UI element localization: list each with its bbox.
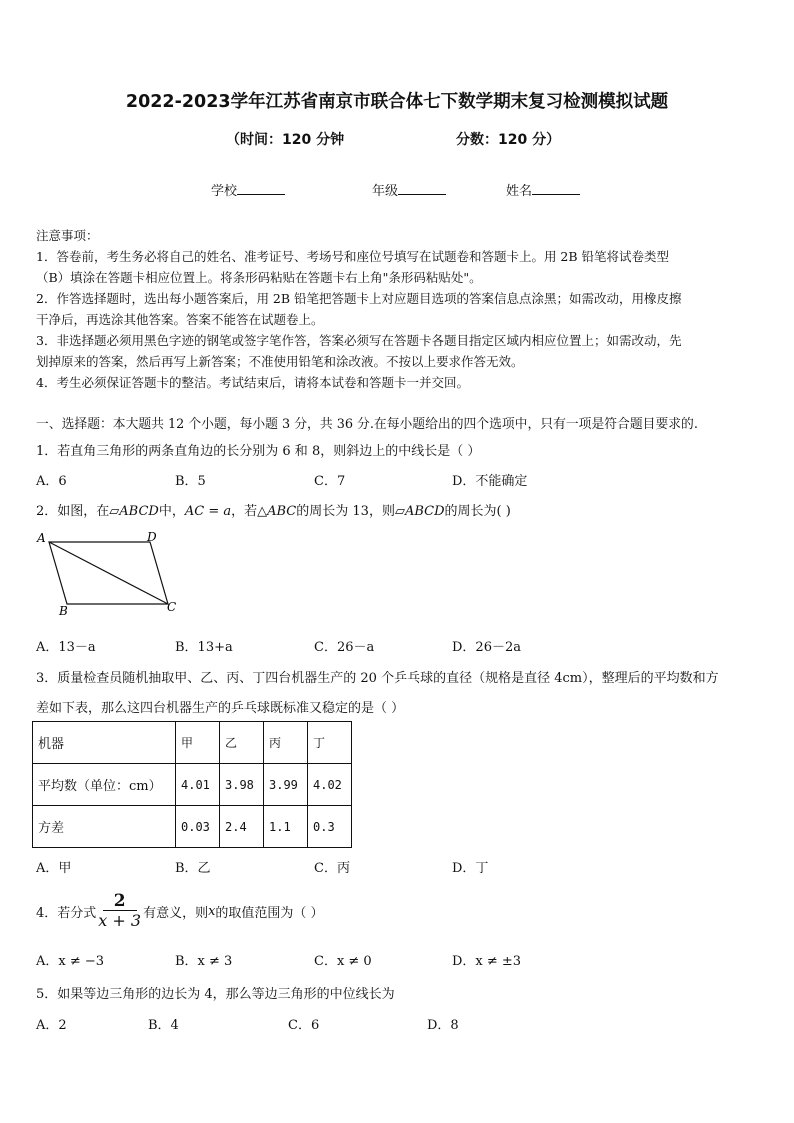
q5-option-a: A．2: [36, 1018, 67, 1033]
q2-option-b: B．13+a: [175, 640, 233, 655]
name-blank: [532, 182, 580, 195]
q2-text-b: 中，: [158, 504, 185, 519]
q1-option-c: C．7: [314, 474, 346, 489]
q4-text-b: 有意义，则: [143, 905, 209, 921]
grade-label: 年级: [372, 184, 399, 199]
table-cell: 4.01: [176, 764, 220, 806]
fraction-numerator: 2: [113, 890, 126, 911]
question-2-stem: [36, 500, 511, 519]
q2-condition: AC = a: [184, 504, 232, 519]
diagonal-ac: [49, 542, 168, 604]
question-3-stem-line-2: 差如下表，那么这四台机器生产的乒乓球既标准又稳定的是（ ）: [36, 701, 405, 716]
q2-text-a: 2．如图，在: [36, 504, 110, 519]
q5-option-c: C．6: [288, 1018, 320, 1033]
section-heading: 一、选择题：本大题共 12 个小题，每小题 3 分，共 36 分.在每小题给出的四个选项中，只有一项是符合题目要求的.: [36, 417, 698, 432]
vertex-label-d: D: [147, 530, 157, 544]
note-line: 3．非选择题必须用黑色字迹的钢笔或签字笔作答，答案必须写在答题卡各题目指定区域内相应位置上；如需改动，先: [36, 333, 682, 348]
question-1-stem: 1．若直角三角形的两条直角边的长分别为 6 和 8，则斜边上的中线长是（ ）: [36, 444, 481, 459]
q3-option-a: A．甲: [36, 861, 72, 876]
q1-option-d: D．不能确定: [452, 474, 528, 489]
table-cell: 3.98: [220, 764, 264, 806]
vertex-label-b: B: [59, 604, 68, 618]
q4-text-a: 4．若分式: [36, 905, 97, 921]
table-header-cell: 机器: [33, 722, 176, 764]
grade-field: [372, 180, 446, 199]
question-3-stem-line-1: 3．质量检查员随机抽取甲、乙、丙、丁四台机器生产的 20 个乒乓球的直径（规格是直径 4cm），整理后的平均数和方: [36, 671, 719, 686]
q1-option-b: B．5: [175, 474, 206, 489]
q4-option-c: C．x ≠ 0: [314, 954, 372, 969]
q4-text-c: 的取值范围为（ ）: [215, 905, 324, 921]
table-cell: 方差: [33, 806, 176, 848]
question-5-stem: 5．如果等边三角形的边长为 4，那么等边三角形的中位线长为: [36, 987, 395, 1002]
q2-text-c: ，若: [231, 504, 258, 519]
q3-option-b: B．乙: [175, 861, 211, 876]
page-title: 2022-2023学年江苏省南京市联合体七下数学期末复习检测模拟试题: [125, 92, 669, 112]
table-header-cell: 甲: [176, 722, 220, 764]
note-line: 2．作答选择题时，选出每小题答案后，用 2B 铅笔把答题卡上对应题目选项的答案信息点涂黑；如需改动，用橡皮擦: [36, 291, 682, 306]
q4-variable: x: [208, 903, 216, 919]
note-line: 划掉原来的答案，然后再写上新答案；不准使用铅笔和涂改液。不按以上要求作答无效。: [36, 354, 524, 369]
school-label: 学校: [211, 184, 238, 199]
q4-fraction: [98, 892, 141, 931]
table-cell: 平均数（单位：cm）: [33, 764, 176, 806]
q4-option-b: B．x ≠ 3: [175, 954, 233, 969]
notes-heading: 注意事项：: [36, 228, 99, 243]
table-row: [33, 764, 352, 806]
q4-option-a: A．x ≠ −3: [36, 954, 105, 969]
q2-triangle: △ABC: [257, 504, 297, 519]
q2-option-c: C．26－a: [314, 640, 375, 655]
q4-option-d: D．x ≠ ±3: [452, 954, 522, 969]
table-cell: 0.3: [308, 806, 352, 848]
q2-text-e: 的周长为( ): [444, 504, 511, 519]
q3-option-c: C．丙: [314, 861, 350, 876]
school-field: [211, 180, 285, 199]
question-4-stem: [36, 888, 324, 934]
q5-option-b: B．4: [148, 1018, 179, 1033]
table-cell: 2.4: [220, 806, 264, 848]
q2-text-d: 的周长为 13，则: [296, 504, 395, 519]
grade-blank: [398, 182, 446, 195]
note-line: （B）填涂在答题卡相应位置上。将条形码粘贴在答题卡右上角"条形码粘贴处"。: [36, 270, 482, 285]
q1-option-a: A．6: [36, 474, 67, 489]
table-header-row: [33, 722, 352, 764]
note-line: 干净后，再选涂其他答案。答案不能答在试题卷上。: [36, 312, 324, 327]
exam-time: （时间：120 分钟: [226, 132, 345, 148]
table-header-cell: 乙: [220, 722, 264, 764]
q3-data-table: [32, 721, 352, 848]
note-line: 4．考生必须保证答题卡的整洁。考试结束后，请将本试卷和答题卡一并交回。: [36, 375, 469, 390]
table-cell: 3.99: [264, 764, 308, 806]
vertex-label-c: C: [167, 600, 177, 614]
q2-parallelogram-figure: [30, 528, 190, 620]
q2-option-d: D．26－2a: [452, 640, 521, 655]
fraction-denominator: x + 3: [98, 910, 142, 930]
table-cell: 4.02: [308, 764, 352, 806]
table-header-cell: 丙: [264, 722, 308, 764]
table-header-cell: 丁: [308, 722, 352, 764]
table-cell: 1.1: [264, 806, 308, 848]
table-row: [33, 806, 352, 848]
q3-option-d: D．丁: [452, 861, 489, 876]
q2-parallelogram-2: ▱ABCD: [394, 504, 445, 519]
q5-option-d: D．8: [427, 1018, 459, 1033]
school-blank: [237, 182, 285, 195]
q2-parallelogram-1: ▱ABCD: [109, 504, 159, 519]
name-label: 姓名: [506, 184, 533, 199]
vertex-label-a: A: [37, 531, 46, 545]
note-line: 1．答卷前，考生务必将自己的姓名、准考证号、考场号和座位号填写在试题卷和答题卡上。用 2B 铅笔将试卷类型: [36, 249, 670, 264]
exam-score: 分数：120 分）: [456, 132, 561, 148]
q2-option-a: A．13－a: [36, 640, 96, 655]
table-cell: 0.03: [176, 806, 220, 848]
name-field: [506, 180, 580, 199]
